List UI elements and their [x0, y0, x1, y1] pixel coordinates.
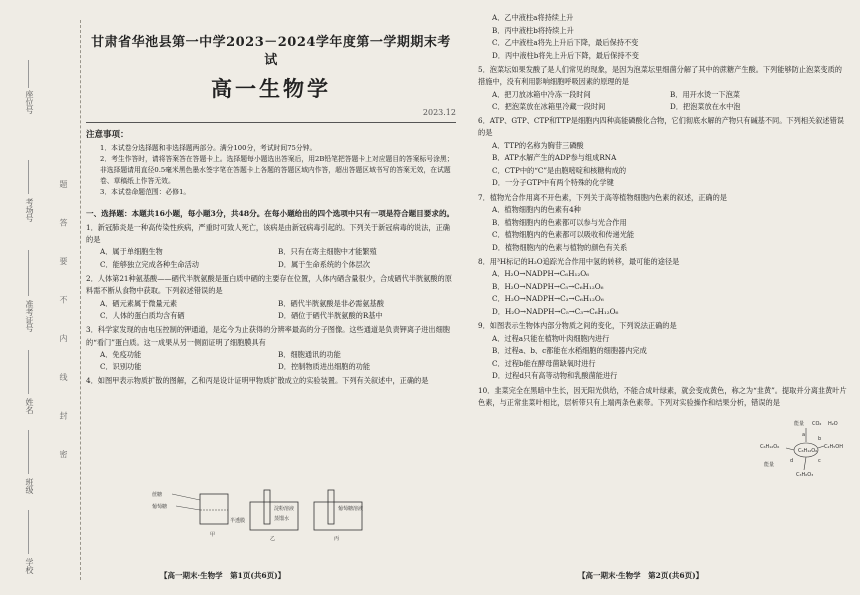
notice-item: 3．本试卷命题范围：必修1。 [100, 187, 191, 196]
option-c: C．CTP中的“C”是由胞嘧啶和核糖构成的 [492, 165, 627, 175]
name-line [28, 350, 29, 394]
fig-label-jia: 甲 [210, 532, 216, 538]
fig-note: 半透膜 [230, 518, 246, 524]
metabolism-figure [760, 418, 850, 482]
option-c: C．人体的蛋白质均含有硒 [100, 310, 185, 320]
notice-list [86, 143, 456, 198]
question-stem: 9．如图表示生物体内部分物质之间的变化，下列说法正确的是 [478, 321, 677, 331]
question-stem: 2．人体第21种氨基酸——硒代半胱氨酸是蛋白质中硒的主要存在位置，人体内硒含量很少，合成硒代半胱氨酸的原料需不断从食物中获取。下列叙述错误的是 [86, 274, 452, 296]
option-b: B．过程a、b、c都能在水稻细胞的细胞器内完成 [492, 346, 647, 356]
question-stem: 4．如图甲表示物质扩散的图解，乙和丙是设计证明甲物质扩散成立的实验装置。下列有关叙述中，正确的是 [86, 376, 429, 386]
option-c: C．H₂O→NADPH→C₃→C₆H₁₂O₆ [492, 294, 604, 304]
binding-strip [18, 20, 81, 580]
option-c: C．把泡菜放在冰箱里冷藏一段时间 [492, 101, 606, 111]
question-4-options [478, 12, 848, 62]
question-stem: 7．植物光合作用离不开色素，下列关于高等植物细胞内色素的叙述，正确的是 [478, 192, 727, 202]
beaker-jia [200, 494, 228, 524]
page-2-column [478, 12, 848, 409]
option-d: D．把泡菜放在水中泡 [670, 101, 741, 111]
fig-label: d [790, 458, 794, 464]
option-d: D．丙中液柱b将先上升后下降，最后保持不变 [492, 50, 639, 60]
fig-label: C₆H₁₂O₆ [760, 444, 780, 450]
question-stem: 3．科学家发现的由电压控制的钾通道，是迄今为止获得的分辨率最高的分子图像。这些通道是负责钾离子进出细胞的“看门”蛋白质。这一成果从另一侧面证明了细胞膜具有 [86, 325, 450, 347]
option-d: D．H₂O→NADPH→C₅→C₃→C₆H₁₂O₆ [492, 306, 619, 316]
option-b: B．硒代半胱氨酸是非必需氨基酸 [278, 298, 384, 308]
page-2-footer: 【高一期末·生物学 第2页(共6页)】 [578, 571, 704, 580]
fig-label-bing: 丙 [334, 536, 340, 542]
question-2 [86, 273, 456, 322]
question-5 [478, 64, 848, 113]
notice-item: 1．本试卷分选择题和非选择题两部分。满分100分，考试时间75分钟。 [100, 143, 317, 152]
option-a: A．过程a只能在植物叶肉细胞内进行 [492, 333, 610, 343]
option-a: A．免疫功能 [100, 349, 142, 359]
option-b: B．H₂O→NADPH→C₅→C₆H₁₂O₆ [492, 281, 604, 291]
question-1 [86, 222, 456, 271]
option-a: A．植物细胞内的色素有4种 [492, 205, 581, 215]
question-4 [86, 375, 456, 387]
question-10 [478, 385, 848, 410]
notice-item: 2．考生作答时，请将答案答在答题卡上。选择题每小题选出答案后，用2B铅笔把答题卡上对应题目的答案标号涂黑；非选择题请用直径0.5毫米黑色墨水签字笔在答题卡上各题的答题区域内作答，超出答题区域书写的答案无效，在试题卷、草稿纸上作答无效。 [100, 154, 454, 185]
fig-label: a [802, 432, 806, 438]
question-9 [478, 320, 748, 382]
subject-title: 高一生物学 [211, 76, 331, 101]
option-a: A．乙中液柱a将持续上升 [492, 13, 574, 22]
seat-number-label: 座位号 [25, 90, 34, 114]
question-stem: 8．用³H标记的H₂O追踪光合作用中氢的转移，最可能的途径是 [478, 257, 680, 267]
fig-label: C₃H₆O₃ [796, 472, 814, 478]
option-b: B．植物细胞内的色素都可以参与光合作用 [492, 217, 627, 227]
option-a: A．把刀放冰箱中冷冻一段时间 [492, 89, 591, 99]
question-6 [478, 115, 848, 190]
school-line [28, 510, 29, 554]
exam-room-label: 考场号 [25, 198, 34, 222]
seal-line-text: 题 答 要 不 内 线 封 密 [59, 180, 68, 472]
option-c: C．能够独立完成各种生命活动 [100, 259, 199, 269]
class-label: 班级 [25, 478, 34, 494]
fig-label: c [818, 458, 821, 464]
page-1-footer: 【高一期末·生物学 第1页(共6页)】 [160, 571, 286, 580]
exam-date: 2023.12 [86, 107, 456, 122]
option-b: B．丙中液柱b将持续上升 [492, 25, 574, 35]
option-c: C．识别功能 [100, 362, 142, 372]
diffusion-figure [150, 488, 390, 560]
fig-note: 蔗糖 [152, 492, 163, 498]
fig-label: 能量 [794, 421, 805, 427]
option-c: C．植物细胞内的色素都可以吸收和传递光能 [492, 230, 635, 240]
fig-note: 蒸馏水 [274, 516, 290, 522]
question-stem: 1．新冠肺炎是一种高传染性疾病，严重时可致人死亡，该病是由新冠病毒引起的。下列关于新冠病毒的说法，正确的是 [86, 222, 450, 245]
question-stem: 5．泡菜坛如果发酸了是人们常见的现象，是因为泡菜坛里细菌分解了其中的蔗糖产生酸。下列能够防止泡菜变质的措施中，没有利用影响细胞呼吸因素的原理的是 [478, 65, 842, 87]
question-8 [478, 256, 848, 318]
fig-label: H₂O [828, 421, 838, 427]
option-a: A．属于单细胞生物 [100, 247, 163, 257]
question-7 [478, 192, 848, 254]
ticket-number-line [28, 250, 29, 296]
fig-label: b [818, 436, 822, 442]
option-b: B．只有在寄主细胞中才能繁殖 [278, 247, 377, 257]
tube-bing [328, 490, 334, 524]
option-c: C．过程b能在酵母菌缺氧时进行 [492, 358, 596, 368]
option-a: A．硒元素属于微量元素 [100, 298, 178, 308]
tube-yi [264, 490, 270, 524]
option-d: D．属于生命系统的个体层次 [278, 259, 371, 269]
fig-note: 淀粉溶液 [274, 506, 295, 512]
option-d: D．过程d只有高等动物和乳酸菌能进行 [492, 371, 618, 381]
question-3 [86, 324, 456, 373]
fig-label: 能量 [764, 462, 775, 468]
name-label: 姓名 [25, 398, 34, 414]
fig-label: C₂H₅OH [824, 444, 843, 450]
option-a: A．H₂O→NADPH→C₆H₁₂O₆ [492, 269, 589, 279]
page-1-column [86, 34, 456, 388]
option-c: C．乙中液柱a将先上升后下降，最后保持不变 [492, 38, 639, 47]
option-d: D．植物细胞内的色素与植物的颜色有关系 [492, 242, 628, 252]
ticket-number-label: 准考证号 [25, 300, 34, 332]
fig-label: C₆H₁₂O₆ [798, 448, 818, 454]
option-b: B．细胞通讯的功能 [278, 349, 341, 359]
exam-room-line [28, 160, 29, 194]
school-label: 学校 [25, 558, 34, 574]
notice-heading: 注意事项： [86, 129, 129, 140]
question-stem: 6．ATP、GTP、CTP和TTP是细胞内四种高能磷酸化合物，它们彻底水解的产物只有碱基不同。下列相关叙述错误的是 [478, 116, 844, 138]
option-a: A．TTP的名称为胸苷三磷酸 [492, 140, 584, 150]
exam-title: 甘肃省华池县第一中学2023－2024学年度第一学期期末考试 [91, 35, 451, 68]
option-b: B．用开水烫一下泡菜 [670, 89, 740, 99]
section-heading: 一、选择题：本题共16小题，每小题3分，共48分。在每小题给出的四个选项中只有一项是符合题目要求的。 [86, 208, 455, 218]
option-d: D．控制物质进出细胞的功能 [278, 362, 371, 372]
class-line [28, 430, 29, 474]
option-d: D．硒位于硒代半胱氨酸的R基中 [278, 310, 383, 320]
fig-label-yi: 乙 [270, 536, 276, 542]
seat-number-line [28, 60, 29, 88]
question-stem: 10．韭菜完全在黑暗中生长，因无阳光供给，不能合成叶绿素，就会变成黄色，称之为“韭黄”。提取并分离韭黄叶片色素，与正常韭菜叶相比，层析带只有上端两条色素带。下列对实验操作和结果分析，错误的是 [478, 385, 847, 407]
fig-note: 葡萄糖 [152, 504, 168, 510]
option-b: B．ATP水解产生的ADP参与组成RNA [492, 153, 617, 163]
fig-label: CO₂ [812, 421, 822, 427]
fig-note: 葡萄糖溶液 [338, 506, 364, 512]
option-d: D．一分子GTP中有两个特殊的化学键 [492, 178, 614, 188]
